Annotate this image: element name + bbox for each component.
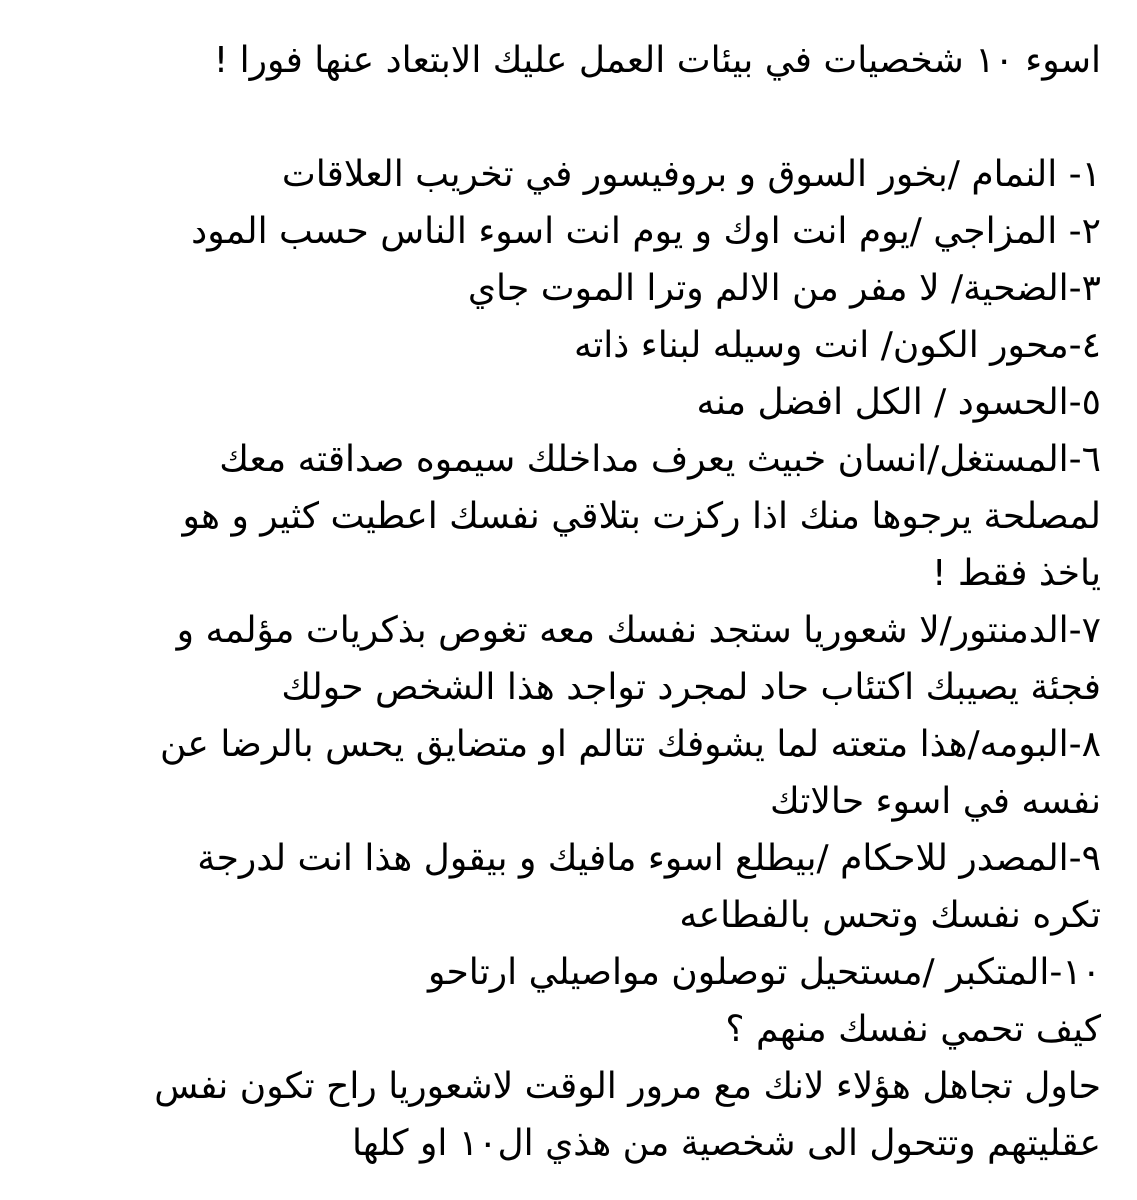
text-line-3: ٣-الضحية/ لا مفر من الالم وترا الموت جاي bbox=[467, 268, 1101, 309]
text-line-12: نفسه في اسوء حالاتك bbox=[770, 781, 1101, 822]
text-line-13: ٩-المصدر للاحكام /بيطلع اسوء مافيك و بيقول هذا انت لدرجة bbox=[197, 838, 1101, 879]
text-line-6: ٦-المستغل/انسان خبيث يعرف مداخلك سيموه صداقته معك bbox=[219, 439, 1101, 480]
text-line-16: كيف تحمي نفسك منهم ؟ bbox=[725, 1009, 1101, 1050]
text-line-15: ١٠-المتكبر /مستحيل توصلون مواصيلي ارتاحو bbox=[427, 952, 1101, 993]
document-title: اسوء ١٠ شخصيات في بيئات العمل عليك الابتعاد عنها فورا ! bbox=[213, 40, 1101, 81]
text-line-1: ١- النمام /بخور السوق و بروفيسور في تخريب العلاقات bbox=[281, 154, 1101, 195]
text-line-4: ٤-محور الكون/ انت وسيله لبناء ذاته bbox=[573, 325, 1101, 366]
text-line-17: حاول تجاهل هؤلاء لانك مع مرور الوقت لاشعوريا راح تكون نفس bbox=[154, 1066, 1101, 1107]
text-line-11: ٨-البومه/هذا متعته لما يشوفك تتالم او متضايق يحس بالرضا عن bbox=[160, 724, 1101, 765]
text-line-7: لمصلحة يرجوها منك اذا ركزت بتلاقي نفسك اعطيت كثير و هو bbox=[182, 496, 1101, 537]
text-line-18: عقليتهم وتتحول الى شخصية من هذي ال١٠ او كلها bbox=[351, 1123, 1101, 1164]
blank-line bbox=[60, 89, 1101, 146]
text-line-14: تكره نفسك وتحس بالفطاعه bbox=[679, 895, 1101, 936]
text-line-10: فجئة يصيبك اكتئاب حاد لمجرد تواجد هذا الشخص حولك bbox=[281, 667, 1101, 708]
text-line-8: ياخذ فقط ! bbox=[931, 553, 1101, 594]
text-line-2: ٢- المزاجي /يوم انت اوك و يوم انت اسوء الناس حسب المود bbox=[191, 211, 1101, 252]
text-line-5: ٥-الحسود / الكل افضل منه bbox=[696, 382, 1101, 423]
text-line-9: ٧-الدمنتور/لا شعوريا ستجد نفسك معه تغوص بذكريات مؤلمه و bbox=[176, 610, 1101, 651]
